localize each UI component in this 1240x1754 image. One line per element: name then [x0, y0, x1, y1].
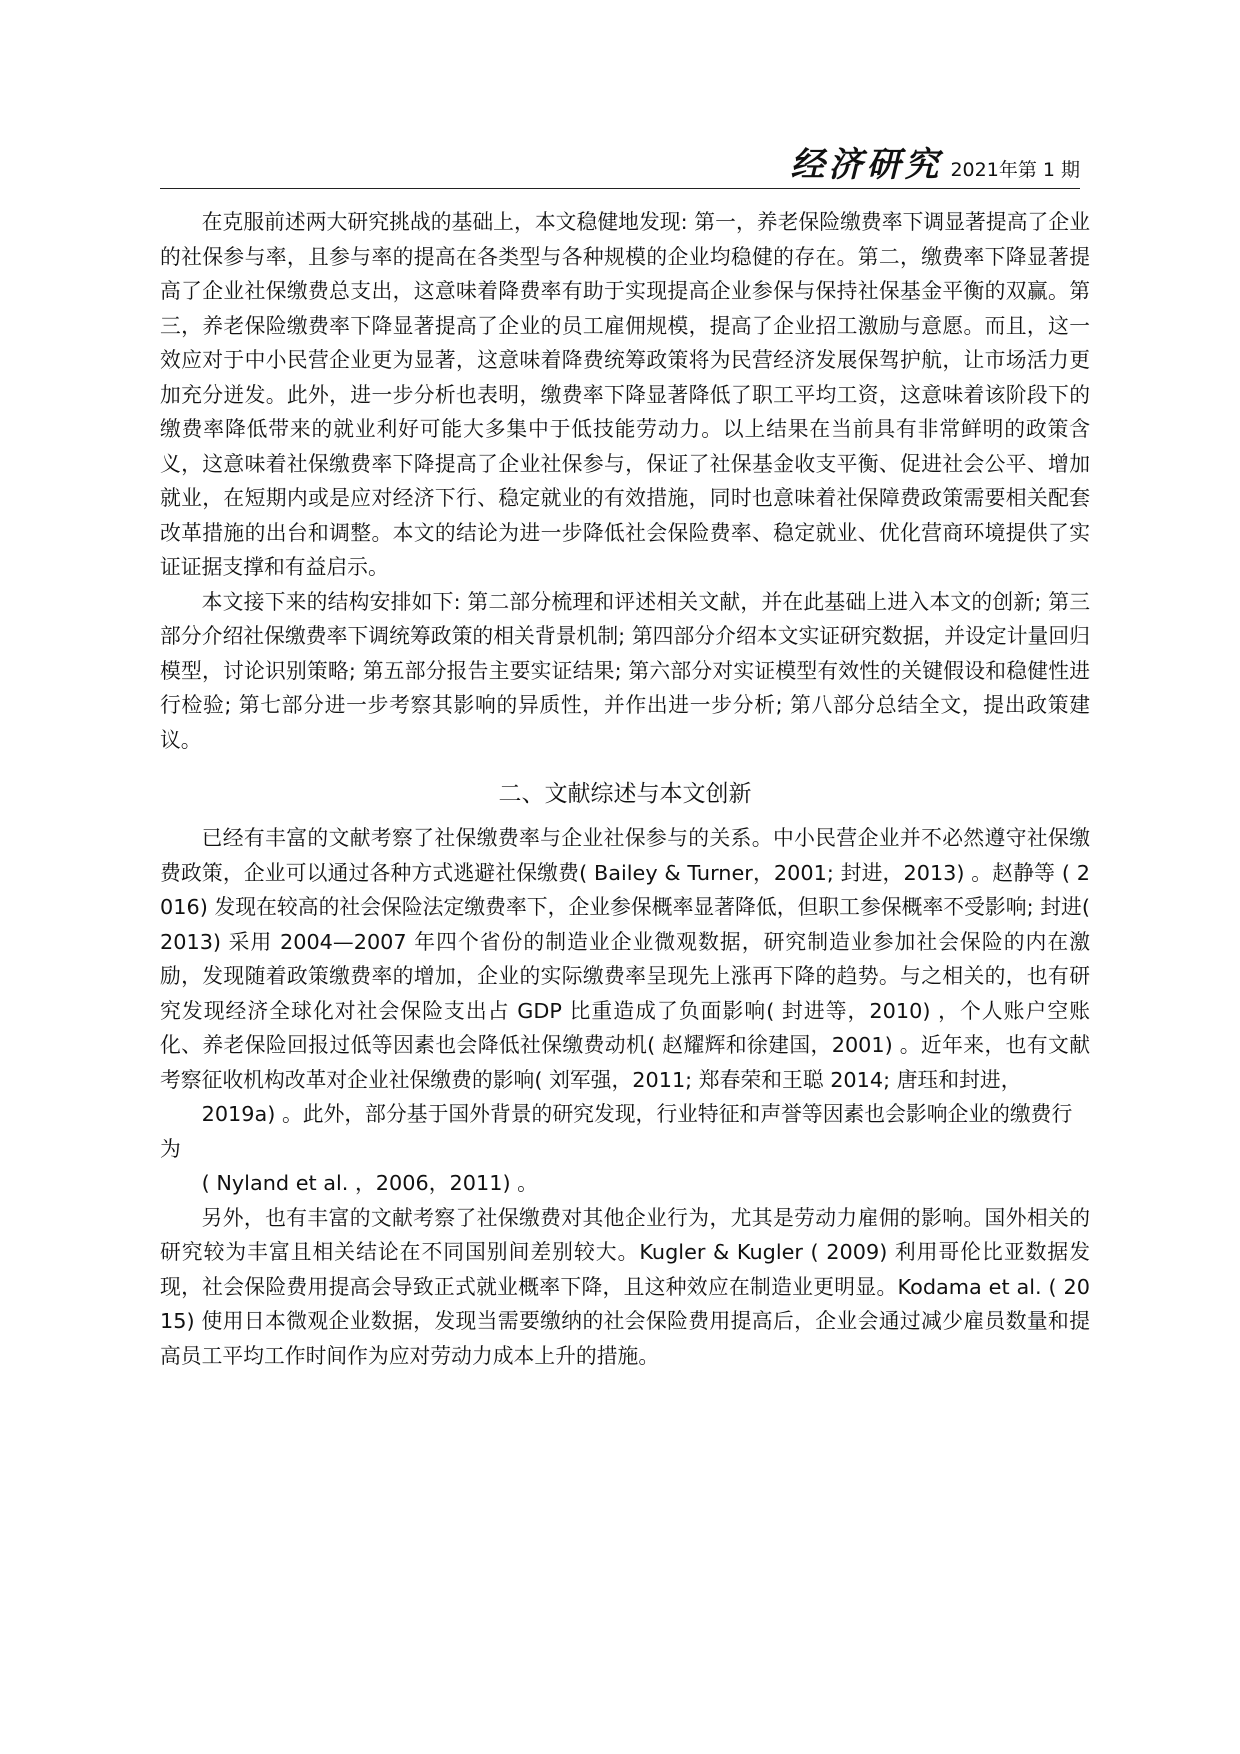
- journal-info: [790, 145, 1080, 185]
- journal-name: 经济研究: [790, 145, 943, 185]
- article-body: [160, 205, 1090, 1373]
- paragraph-structure: 本文接下来的结构安排如下: 第二部分梳理和评述相关文献，并在此基础上进入本文的创新; 第三部分介绍社保缴费率下调统筹政策的相关背景机制; 第四部分介绍本文实证研究数据，并设定计量回归模型，讨论识别策略; 第五部分报告主要实证结果; 第六部分对实证模型有效性的关键假设和稳健性进行检验; 第七部分进一步考察其影响的异质性，并作出进一步分析; 第八部分总结全文，提出政策建议。: [160, 589, 1090, 752]
- paragraph-literature-part-1: 已经有丰富的文献考察了社保缴费率与企业社保参与的关系。中小民营企业并不必然遵守社保缴费政策，企业可以通过各种方式逃避社保缴费( Bailey & Turner，2001; 封进，2013) 。赵静等 ( 2016) 发现在较高的社会保险法定缴费率下，企业参保概率显著降低，但职工参保概率不受影响; 封进( 2013) 采用 2004—2007 年四个省份的制造业企业微观数据，研究制造业参加社会保险的内在激励，发现随着政策缴费率的增加，企业的实际缴费率呈现先上涨再下降的趋势。与之相关的，也有研究发现经济全球化对社会保险支出占 GDP 比重造成了负面影响( 封进等，2010) ，个人账户空账化、养老保险回报过低等因素也会降低社保缴费动机( 赵耀辉和徐建国，2001) 。近年来，也有文献考察征收机构改革对企业社保缴费的影响( 刘军强，2011; 郑春荣和王聪 2014; 唐珏和封进，: [160, 826, 1090, 1092]
- paragraph-literature-part-2: 2019a) 。此外，部分基于国外背景的研究发现，行业特征和声誉等因素也会影响企业的缴费行为: [160, 1102, 1073, 1161]
- paragraph-employment: 另外，也有丰富的文献考察了社保缴费对其他企业行为，尤其是劳动力雇佣的影响。国外相关的研究较为丰富且相关结论在不同国别间差别较大。Kugler & Kugler ( 2009) 利用哥伦比亚数据发现，社会保险费用提高会导致正式就业概率下降，且这种效应在制造业更明显。Kodama et al. ( 2015) 使用日本微观企业数据，发现当需要缴纳的社会保险费用提高后，企业会通过减少雇员数量和提高员工平均工作时间作为应对劳动力成本上升的措施。: [160, 1205, 1090, 1368]
- paragraph-literature-part-3: ( Nyland et al. ，2006，2011) 。: [201, 1171, 538, 1195]
- section-title: 二、文献综述与本文创新: [498, 781, 752, 807]
- paragraph-findings: 在克服前述两大研究挑战的基础上，本文稳健地发现: 第一，养老保险缴费率下调显著提高了企业的社保参与率，且参与率的提高在各类型与各种规模的企业均稳健的存在。第二，缴费率下降显著提高了企业社保缴费总支出，这意味着降费率有助于实现提高企业参保与保持社保基金平衡的双赢。第三，养老保险缴费率下降显著提高了企业的员工雇佣规模，提高了企业招工激励与意愿。而且，这一效应对于中小民营企业更为显著，这意味着降费统筹政策将为民营经济发展保驾护航，让市场活力更加充分迸发。此外，进一步分析也表明，缴费率下降显著降低了职工平均工资，这意味着该阶段下的缴费率降低带来的就业利好可能大多集中于低技能劳动力。以上结果在当前具有非常鲜明的政策含义，这意味着社保缴费率下降提高了企业社保参与，保证了社保基金收支平衡、促进社会公平、增加就业，在短期内或是应对经济下行、稳定就业的有效措施，同时也意味着社保障费政策需要相关配套改革措施的出台和调整。本文的结论为进一步降低社会保险费率、稳定就业、优化营商环境提供了实证证据支撑和有益启示。: [160, 210, 1090, 579]
- page-header: [160, 146, 1080, 189]
- issue-number: 2021年第 1 期: [950, 159, 1080, 181]
- paragraph-literature: [160, 821, 1090, 1201]
